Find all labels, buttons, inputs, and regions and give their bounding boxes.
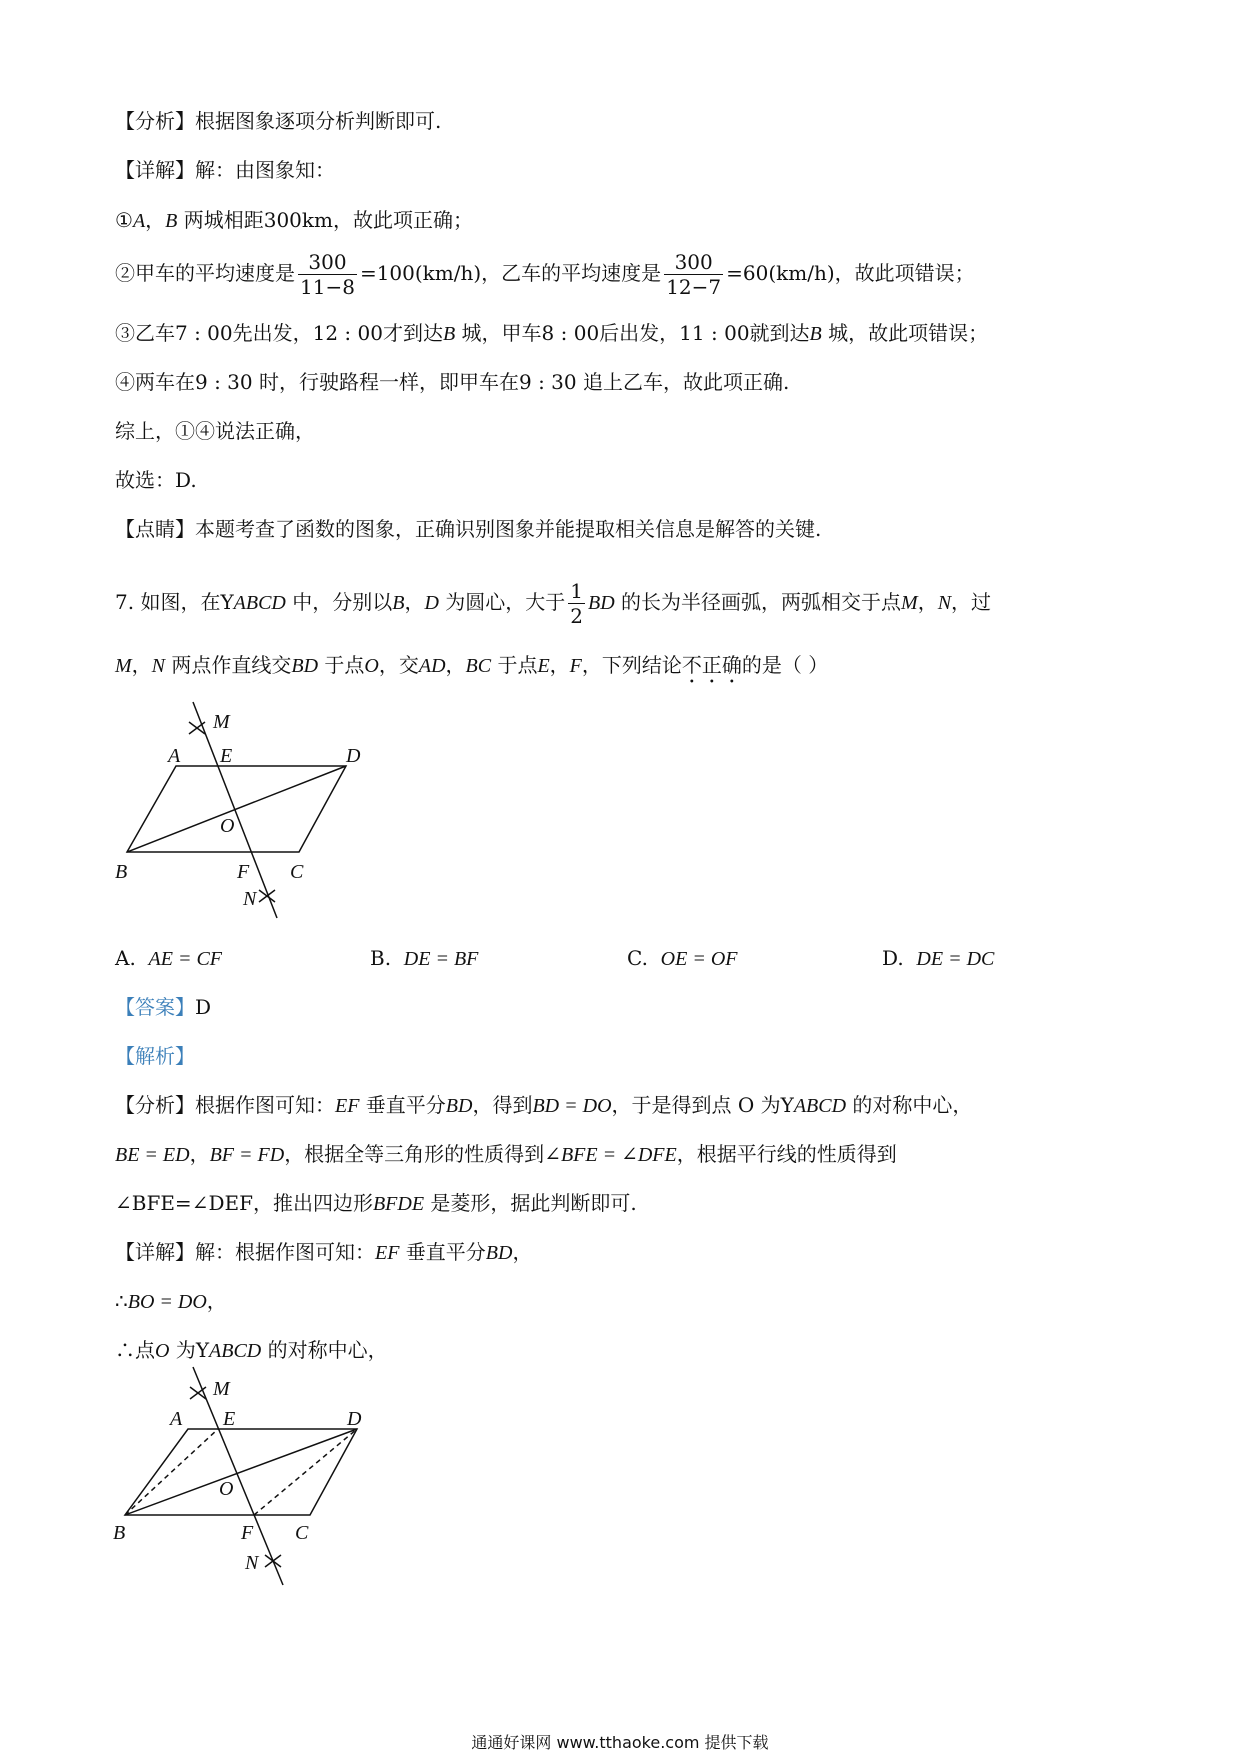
solution-line-2 bbox=[115, 1141, 897, 1168]
diagonal-bd-2 bbox=[125, 1429, 357, 1515]
item-3-end: 城，故此项错误； bbox=[821, 321, 989, 345]
q-M: M bbox=[901, 592, 918, 614]
s2-b: ，根据全等三角形的性质得到 bbox=[284, 1142, 545, 1166]
s1-para: Y bbox=[780, 1093, 794, 1117]
option-c-text: OE = OF bbox=[660, 948, 738, 970]
dashed-be bbox=[125, 1429, 218, 1515]
footer-text: 通通好课网 www.tthaoke.com 提供下载 bbox=[471, 1733, 769, 1752]
q-g: ，过 bbox=[951, 590, 992, 614]
option-b-letter: B. bbox=[370, 946, 392, 970]
summary-line: 综上，①④说法正确， bbox=[115, 419, 315, 443]
option-b[interactable] bbox=[370, 945, 478, 972]
answer-line bbox=[115, 994, 211, 1020]
s1-b: 垂直平分 bbox=[359, 1093, 446, 1117]
q-D: D bbox=[424, 592, 439, 614]
answer-value: D bbox=[195, 995, 212, 1019]
q-BD: BD bbox=[588, 592, 615, 614]
s2-angle: ∠BFE = ∠DFE bbox=[544, 1144, 677, 1166]
line-mn-2 bbox=[193, 1367, 283, 1585]
s1-abcd: ABCD bbox=[793, 1095, 847, 1117]
solution-line-4 bbox=[115, 1239, 532, 1266]
s1-eq: BD = DO bbox=[532, 1095, 612, 1117]
label-N-2: N bbox=[245, 1552, 259, 1574]
solution-line-6 bbox=[115, 1337, 388, 1364]
label-C-2: C bbox=[295, 1522, 309, 1544]
l2-BD: BD bbox=[291, 655, 319, 677]
choice-line: 故选：D. bbox=[115, 468, 197, 492]
q-d: 为圆心，大于 bbox=[438, 590, 566, 614]
s1-e: 的对称中心， bbox=[846, 1093, 973, 1117]
l2-E: E bbox=[537, 655, 550, 677]
item-1 bbox=[115, 207, 473, 234]
diagonal-bd bbox=[127, 766, 346, 852]
label-M-2: M bbox=[213, 1378, 230, 1400]
comment-line: 【点睛】本题考查了函数的图象，正确识别图象并能提取相关信息是解答的关键. bbox=[115, 517, 822, 541]
s6-para: Y bbox=[195, 1338, 210, 1362]
q-abcd: ABCD bbox=[233, 592, 286, 614]
q-fraction-denominator: 2 bbox=[570, 604, 583, 628]
question-7-line-1 bbox=[115, 572, 991, 633]
label-B: B bbox=[115, 861, 128, 883]
l2-g: ， bbox=[549, 653, 570, 677]
label-E: E bbox=[220, 745, 233, 767]
option-a-letter: A. bbox=[115, 946, 136, 970]
label-F-2: F bbox=[241, 1522, 254, 1544]
item-1-num: ① bbox=[115, 208, 133, 232]
question-7-line-2 bbox=[115, 652, 828, 688]
parallelogram-figure-2 bbox=[105, 1365, 405, 1590]
s2-eq1: BE = ED bbox=[115, 1144, 190, 1166]
q-fraction bbox=[568, 579, 585, 628]
q-f: ， bbox=[917, 590, 938, 614]
item-2-eq-2: =60(km/h)，故此项错误； bbox=[726, 261, 975, 285]
s6-a: ∴点 bbox=[115, 1338, 155, 1362]
l2-b: 两点作直线交 bbox=[165, 653, 292, 677]
l2-i: 的是（ ） bbox=[741, 653, 829, 677]
item-2-fraction-2 bbox=[664, 250, 723, 299]
label-M: M bbox=[213, 711, 230, 733]
l2-AD: AD bbox=[418, 655, 446, 677]
label-A-2: A bbox=[170, 1408, 183, 1430]
q-fraction-numerator: 1 bbox=[570, 579, 583, 603]
item-3-a: ③乙车7 : 00先出发，12 : 00才到达 bbox=[115, 321, 443, 345]
option-d[interactable] bbox=[882, 945, 994, 972]
s3-a: ，推出四边形 bbox=[252, 1191, 373, 1215]
q-N: N bbox=[937, 592, 952, 614]
l2-h: ，下列结论 bbox=[581, 653, 682, 677]
label-O-2: O bbox=[219, 1478, 234, 1500]
s6-c: 的对称中心， bbox=[261, 1338, 388, 1362]
s1-d: ，于是得到点 O 为 bbox=[611, 1093, 781, 1117]
q-b: 中，分别以 bbox=[285, 590, 393, 614]
s1-c: ，得到 bbox=[472, 1093, 533, 1117]
fraction-2-denominator: 12−7 bbox=[666, 275, 722, 299]
l2-c: 于点 bbox=[318, 653, 365, 677]
s1-BD: BD bbox=[445, 1095, 473, 1117]
option-c[interactable] bbox=[627, 945, 738, 972]
item-2-intro: ②甲车的平均速度是 bbox=[115, 261, 295, 285]
s4-BD: BD bbox=[485, 1242, 513, 1264]
l2-O: O bbox=[364, 655, 379, 677]
parallelogram-figure-1 bbox=[105, 700, 405, 925]
s3-b: 是菱形，据此判断即可. bbox=[424, 1191, 637, 1215]
s6-abcd: ABCD bbox=[209, 1340, 262, 1362]
s5-therefore: ∴ bbox=[115, 1289, 128, 1313]
solution-line-5 bbox=[115, 1288, 227, 1315]
parallelogram-symbol: Y bbox=[220, 590, 234, 614]
s6-O: O bbox=[155, 1340, 170, 1362]
s4-b: 垂直平分 bbox=[399, 1240, 486, 1264]
s3-angle: ∠BFE=∠DEF bbox=[115, 1191, 253, 1215]
s3-bfde: BFDE bbox=[372, 1193, 425, 1215]
s5-b: ， bbox=[206, 1289, 227, 1313]
fraction-2-numerator: 300 bbox=[664, 250, 723, 275]
solution-line-3 bbox=[115, 1190, 637, 1217]
l2-N: N bbox=[151, 655, 166, 677]
item-1-rest: 两城相距300km，故此项正确； bbox=[177, 208, 473, 232]
item-2 bbox=[115, 245, 975, 301]
item-3-mid: 城，甲车8 : 00后出发，11 : 00就到达 bbox=[455, 321, 810, 345]
analysis-line: 【分析】根据图象逐项分析判断即可. bbox=[115, 109, 442, 133]
line-mn bbox=[193, 702, 277, 918]
option-d-letter: D. bbox=[882, 946, 904, 970]
q-a: 7. 如图，在 bbox=[115, 590, 221, 614]
q-e: 的长为半径画弧，两弧相交于点 bbox=[614, 590, 902, 614]
item-2-eq-1: =100(km/h)，乙车的平均速度是 bbox=[359, 261, 662, 285]
item-1-comma: ， bbox=[145, 208, 166, 232]
l2-f: 于点 bbox=[491, 653, 538, 677]
s4-EF: EF bbox=[375, 1242, 400, 1264]
s2-c: ，根据平行线的性质得到 bbox=[676, 1142, 897, 1166]
option-b-text: DE = BF bbox=[403, 948, 479, 970]
q-c: ， bbox=[404, 590, 425, 614]
label-C: C bbox=[290, 861, 304, 883]
s2-eq2: BF = FD bbox=[209, 1144, 285, 1166]
label-O: O bbox=[220, 815, 235, 837]
fraction-1-denominator: 11−8 bbox=[300, 275, 355, 299]
l2-e: ， bbox=[445, 653, 466, 677]
item-1-B: B bbox=[165, 210, 178, 232]
item-3-B2: B bbox=[809, 323, 822, 345]
q-B: B bbox=[392, 592, 405, 614]
item-3 bbox=[115, 320, 988, 347]
jiexi-label: 【解析】 bbox=[115, 1044, 195, 1068]
s2-a: ， bbox=[189, 1142, 210, 1166]
fraction-1-numerator: 300 bbox=[298, 250, 357, 275]
s1-a: 【分析】根据作图可知： bbox=[115, 1093, 335, 1117]
answer-label: 【答案】 bbox=[115, 995, 195, 1019]
l2-F: F bbox=[569, 655, 582, 677]
option-c-letter: C. bbox=[627, 946, 648, 970]
l2-a: ， bbox=[131, 653, 152, 677]
label-D: D bbox=[346, 745, 361, 767]
item-2-fraction-1 bbox=[298, 250, 357, 299]
item-1-A: A bbox=[132, 210, 146, 232]
detail-heading: 【详解】解：由图象知： bbox=[115, 158, 335, 182]
label-F: F bbox=[237, 861, 250, 883]
s4-a: 【详解】解：根据作图可知： bbox=[115, 1240, 375, 1264]
s5-eq: BO = DO bbox=[127, 1291, 207, 1313]
option-a-text: AE = CF bbox=[148, 948, 223, 970]
dashed-fd bbox=[254, 1429, 357, 1515]
l2-M: M bbox=[115, 655, 132, 677]
l2-not-correct: 不正确 bbox=[681, 653, 742, 677]
item-4: ④两车在9 : 30 时，行驶路程一样，即甲车在9 : 30 追上乙车，故此项正确. bbox=[115, 370, 790, 394]
l2-BC: BC bbox=[465, 655, 492, 677]
label-A: A bbox=[168, 745, 181, 767]
s4-c: ， bbox=[512, 1240, 533, 1264]
label-N: N bbox=[243, 888, 257, 910]
s1-EF: EF bbox=[335, 1095, 360, 1117]
item-3-B1: B bbox=[442, 323, 456, 345]
solution-line-1 bbox=[115, 1092, 972, 1119]
option-a[interactable] bbox=[115, 945, 222, 972]
label-B-2: B bbox=[113, 1522, 126, 1544]
label-D-2: D bbox=[347, 1408, 362, 1430]
s6-b: 为 bbox=[169, 1338, 196, 1362]
option-d-text: DE = DC bbox=[916, 948, 995, 970]
l2-d: ，交 bbox=[378, 653, 419, 677]
label-E-2: E bbox=[223, 1408, 236, 1430]
